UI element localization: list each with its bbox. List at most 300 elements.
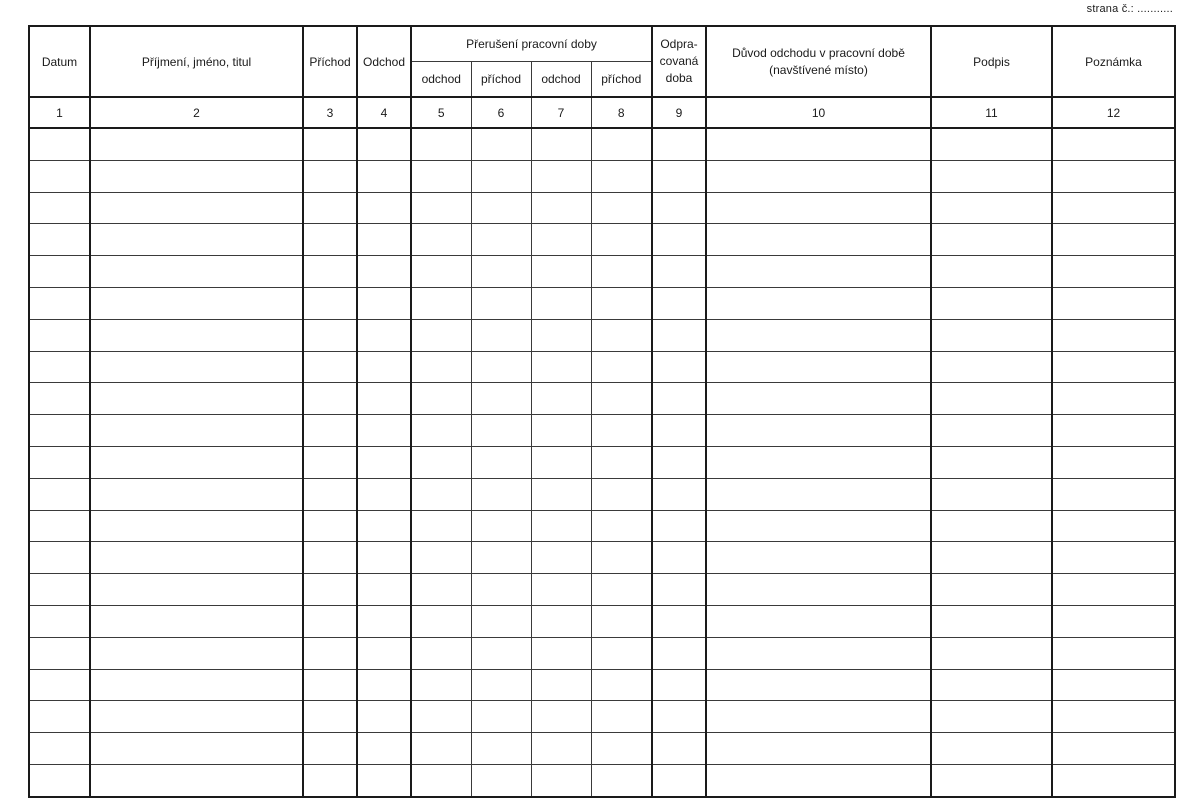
table-cell[interactable] <box>411 637 471 669</box>
table-cell[interactable] <box>29 701 90 733</box>
table-cell[interactable] <box>652 383 706 415</box>
table-cell[interactable] <box>1052 574 1175 606</box>
table-cell[interactable] <box>531 542 591 574</box>
column-number: 2 <box>90 97 303 128</box>
table-cell[interactable] <box>411 574 471 606</box>
table-cell[interactable] <box>411 319 471 351</box>
column-number: 3 <box>303 97 357 128</box>
table-cell[interactable] <box>90 542 303 574</box>
table-cell[interactable] <box>90 288 303 320</box>
table-cell[interactable] <box>29 574 90 606</box>
table-cell[interactable] <box>931 542 1052 574</box>
table-row <box>29 351 1175 383</box>
table-cell[interactable] <box>931 383 1052 415</box>
table-cell[interactable] <box>1052 256 1175 288</box>
table-cell[interactable] <box>90 224 303 256</box>
table-cell[interactable] <box>471 701 531 733</box>
table-cell[interactable] <box>931 160 1052 192</box>
table-cell[interactable] <box>531 510 591 542</box>
table-cell[interactable] <box>1052 637 1175 669</box>
table-cell[interactable] <box>931 764 1052 797</box>
table-cell[interactable] <box>706 160 931 192</box>
table-cell[interactable] <box>303 160 357 192</box>
table-cell[interactable] <box>652 319 706 351</box>
table-cell[interactable] <box>531 288 591 320</box>
table-cell[interactable] <box>706 701 931 733</box>
column-number: 11 <box>931 97 1052 128</box>
table-cell[interactable] <box>1052 128 1175 160</box>
table-row <box>29 764 1175 797</box>
table-cell[interactable] <box>357 192 411 224</box>
header-worked-line-1: Odpra- <box>660 37 698 51</box>
table-cell[interactable] <box>29 224 90 256</box>
table-cell[interactable] <box>303 701 357 733</box>
table-cell[interactable] <box>471 478 531 510</box>
table-cell[interactable] <box>90 764 303 797</box>
table-cell[interactable] <box>1052 733 1175 765</box>
table-cell[interactable] <box>706 351 931 383</box>
table-cell[interactable] <box>357 319 411 351</box>
table-cell[interactable] <box>357 510 411 542</box>
table-cell[interactable] <box>931 478 1052 510</box>
table-cell[interactable] <box>357 764 411 797</box>
table-cell[interactable] <box>652 669 706 701</box>
table-cell[interactable] <box>411 351 471 383</box>
table-cell[interactable] <box>706 669 931 701</box>
table-cell[interactable] <box>471 192 531 224</box>
table-cell[interactable] <box>303 415 357 447</box>
table-cell[interactable] <box>357 224 411 256</box>
column-number: 12 <box>1052 97 1175 128</box>
table-cell[interactable] <box>652 510 706 542</box>
table-cell[interactable] <box>411 542 471 574</box>
table-cell[interactable] <box>29 128 90 160</box>
column-number: 7 <box>531 97 591 128</box>
table-cell[interactable] <box>931 637 1052 669</box>
table-cell[interactable] <box>652 733 706 765</box>
table-cell[interactable] <box>29 256 90 288</box>
table-cell[interactable] <box>1052 605 1175 637</box>
header-worked-line-3: doba <box>665 71 693 85</box>
table-cell[interactable] <box>706 224 931 256</box>
table-cell[interactable] <box>357 351 411 383</box>
table-row <box>29 574 1175 606</box>
table-cell[interactable] <box>531 160 591 192</box>
table-cell[interactable] <box>531 128 591 160</box>
table-cell[interactable] <box>29 446 90 478</box>
table-cell[interactable] <box>90 574 303 606</box>
table-cell[interactable] <box>90 478 303 510</box>
table-cell[interactable] <box>652 478 706 510</box>
table-cell[interactable] <box>531 446 591 478</box>
table-cell[interactable] <box>531 415 591 447</box>
table-cell[interactable] <box>531 669 591 701</box>
table-cell[interactable] <box>29 160 90 192</box>
table-cell[interactable] <box>591 669 652 701</box>
table-cell[interactable] <box>931 128 1052 160</box>
table-cell[interactable] <box>411 510 471 542</box>
table-row <box>29 542 1175 574</box>
table-cell[interactable] <box>303 733 357 765</box>
table-cell[interactable] <box>1052 351 1175 383</box>
table-cell[interactable] <box>591 128 652 160</box>
table-cell[interactable] <box>411 224 471 256</box>
table-cell[interactable] <box>357 542 411 574</box>
table-cell[interactable] <box>411 669 471 701</box>
table-cell[interactable] <box>471 669 531 701</box>
table-cell[interactable] <box>303 224 357 256</box>
table-cell[interactable] <box>531 351 591 383</box>
table-cell[interactable] <box>303 351 357 383</box>
table-cell[interactable] <box>29 383 90 415</box>
table-cell[interactable] <box>471 415 531 447</box>
table-cell[interactable] <box>591 383 652 415</box>
table-cell[interactable] <box>591 160 652 192</box>
attendance-form-table <box>28 25 1176 798</box>
table-cell[interactable] <box>1052 669 1175 701</box>
table-cell[interactable] <box>411 446 471 478</box>
table-cell[interactable] <box>90 128 303 160</box>
table-cell[interactable] <box>591 446 652 478</box>
table-cell[interactable] <box>471 160 531 192</box>
table-cell[interactable] <box>357 160 411 192</box>
table-cell[interactable] <box>357 128 411 160</box>
table-cell[interactable] <box>29 669 90 701</box>
table-cell[interactable] <box>357 701 411 733</box>
table-cell[interactable] <box>591 542 652 574</box>
table-cell[interactable] <box>471 446 531 478</box>
table-row <box>29 478 1175 510</box>
table-cell[interactable] <box>357 733 411 765</box>
table-cell[interactable] <box>591 351 652 383</box>
table-cell[interactable] <box>591 637 652 669</box>
table-cell[interactable] <box>706 319 931 351</box>
table-cell[interactable] <box>357 637 411 669</box>
table-cell[interactable] <box>411 128 471 160</box>
table-cell[interactable] <box>29 764 90 797</box>
header-reason-line-2: (navštívené místo) <box>769 62 868 77</box>
table-cell[interactable] <box>706 605 931 637</box>
table-cell[interactable] <box>706 478 931 510</box>
table-cell[interactable] <box>411 192 471 224</box>
header-poznamka: Poznámka <box>1052 26 1175 97</box>
table-cell[interactable] <box>303 542 357 574</box>
table-cell[interactable] <box>29 637 90 669</box>
table-row <box>29 446 1175 478</box>
table-cell[interactable] <box>652 415 706 447</box>
table-cell[interactable] <box>531 383 591 415</box>
table-cell[interactable] <box>652 224 706 256</box>
table-cell[interactable] <box>1052 383 1175 415</box>
table-cell[interactable] <box>411 733 471 765</box>
table-cell[interactable] <box>931 224 1052 256</box>
table-cell[interactable] <box>303 128 357 160</box>
table-cell[interactable] <box>90 319 303 351</box>
table-cell[interactable] <box>931 288 1052 320</box>
table-row <box>29 510 1175 542</box>
table-cell[interactable] <box>931 351 1052 383</box>
table-cell[interactable] <box>706 192 931 224</box>
table-cell[interactable] <box>931 319 1052 351</box>
table-cell[interactable] <box>706 128 931 160</box>
table-cell[interactable] <box>29 478 90 510</box>
table-cell[interactable] <box>652 637 706 669</box>
table-cell[interactable] <box>357 669 411 701</box>
table-cell[interactable] <box>706 574 931 606</box>
table-cell[interactable] <box>29 351 90 383</box>
table-cell[interactable] <box>931 415 1052 447</box>
table-cell[interactable] <box>303 669 357 701</box>
table-row <box>29 160 1175 192</box>
table-cell[interactable] <box>357 288 411 320</box>
table-cell[interactable] <box>29 319 90 351</box>
table-cell[interactable] <box>531 319 591 351</box>
table-row <box>29 669 1175 701</box>
table-cell[interactable] <box>652 288 706 320</box>
table-cell[interactable] <box>303 256 357 288</box>
table-cell[interactable] <box>706 256 931 288</box>
header-int-prichod-1: příchod <box>471 62 531 98</box>
table-cell[interactable] <box>90 351 303 383</box>
header-int-prichod-2: příchod <box>591 62 652 98</box>
header-name: Příjmení, jméno, titul <box>90 26 303 97</box>
table-cell[interactable] <box>29 510 90 542</box>
table-cell[interactable] <box>411 160 471 192</box>
table-cell[interactable] <box>303 478 357 510</box>
table-cell[interactable] <box>1052 288 1175 320</box>
table-cell[interactable] <box>652 574 706 606</box>
table-cell[interactable] <box>591 701 652 733</box>
table-cell[interactable] <box>591 574 652 606</box>
table-cell[interactable] <box>706 415 931 447</box>
table-cell[interactable] <box>471 733 531 765</box>
table-cell[interactable] <box>357 256 411 288</box>
table-cell[interactable] <box>471 542 531 574</box>
table-cell[interactable] <box>1052 415 1175 447</box>
table-cell[interactable] <box>706 637 931 669</box>
table-cell[interactable] <box>652 542 706 574</box>
table-cell[interactable] <box>471 637 531 669</box>
table-cell[interactable] <box>706 733 931 765</box>
header-prichod: Příchod <box>303 26 357 97</box>
table-cell[interactable] <box>90 383 303 415</box>
table-cell[interactable] <box>931 256 1052 288</box>
table-cell[interactable] <box>471 510 531 542</box>
table-cell[interactable] <box>29 192 90 224</box>
table-cell[interactable] <box>531 605 591 637</box>
table-cell[interactable] <box>303 605 357 637</box>
table-cell[interactable] <box>1052 224 1175 256</box>
column-number-row <box>29 97 1175 128</box>
table-cell[interactable] <box>531 256 591 288</box>
table-cell[interactable] <box>411 415 471 447</box>
table-cell[interactable] <box>531 733 591 765</box>
table-cell[interactable] <box>303 192 357 224</box>
table-cell[interactable] <box>1052 542 1175 574</box>
table-row <box>29 415 1175 447</box>
table-cell[interactable] <box>303 383 357 415</box>
table-cell[interactable] <box>357 574 411 606</box>
table-cell[interactable] <box>591 256 652 288</box>
column-number: 4 <box>357 97 411 128</box>
table-cell[interactable] <box>411 288 471 320</box>
table-cell[interactable] <box>931 510 1052 542</box>
header-int-odchod-1: odchod <box>411 62 471 98</box>
table-cell[interactable] <box>591 733 652 765</box>
table-cell[interactable] <box>706 383 931 415</box>
header-podpis: Podpis <box>931 26 1052 97</box>
table-cell[interactable] <box>471 351 531 383</box>
table-cell[interactable] <box>357 478 411 510</box>
table-row <box>29 383 1175 415</box>
table-cell[interactable] <box>531 764 591 797</box>
table-cell[interactable] <box>471 256 531 288</box>
table-cell[interactable] <box>1052 319 1175 351</box>
header-interruption: Přerušení pracovní doby <box>411 26 652 62</box>
table-cell[interactable] <box>471 319 531 351</box>
table-cell[interactable] <box>471 605 531 637</box>
table-cell[interactable] <box>931 701 1052 733</box>
table-cell[interactable] <box>357 383 411 415</box>
table-cell[interactable] <box>531 637 591 669</box>
table-cell[interactable] <box>90 415 303 447</box>
table-cell[interactable] <box>29 542 90 574</box>
table-cell[interactable] <box>357 446 411 478</box>
table-cell[interactable] <box>303 319 357 351</box>
table-cell[interactable] <box>90 510 303 542</box>
table-cell[interactable] <box>706 510 931 542</box>
table-cell[interactable] <box>652 605 706 637</box>
table-cell[interactable] <box>706 764 931 797</box>
table-cell[interactable] <box>931 669 1052 701</box>
table-cell[interactable] <box>706 542 931 574</box>
column-number: 9 <box>652 97 706 128</box>
table-cell[interactable] <box>411 478 471 510</box>
table-cell[interactable] <box>652 764 706 797</box>
table-cell[interactable] <box>531 224 591 256</box>
table-cell[interactable] <box>531 478 591 510</box>
column-number: 1 <box>29 97 90 128</box>
table-cell[interactable] <box>931 574 1052 606</box>
table-cell[interactable] <box>706 288 931 320</box>
table-cell[interactable] <box>591 192 652 224</box>
table-cell[interactable] <box>411 701 471 733</box>
table-cell[interactable] <box>652 256 706 288</box>
table-cell[interactable] <box>29 415 90 447</box>
header-row-top <box>29 26 1175 62</box>
table-cell[interactable] <box>411 764 471 797</box>
table-cell[interactable] <box>1052 446 1175 478</box>
table-cell[interactable] <box>471 128 531 160</box>
table-cell[interactable] <box>931 192 1052 224</box>
table-cell[interactable] <box>357 605 411 637</box>
table-row <box>29 701 1175 733</box>
header-int-odchod-2: odchod <box>531 62 591 98</box>
table-cell[interactable] <box>652 701 706 733</box>
table-cell[interactable] <box>591 415 652 447</box>
table-cell[interactable] <box>652 160 706 192</box>
header-reason <box>706 26 931 97</box>
table-cell[interactable] <box>90 669 303 701</box>
table-cell[interactable] <box>591 319 652 351</box>
table-cell[interactable] <box>706 446 931 478</box>
table-row <box>29 288 1175 320</box>
column-number: 6 <box>471 97 531 128</box>
table-cell[interactable] <box>931 605 1052 637</box>
table-cell[interactable] <box>411 256 471 288</box>
table-cell[interactable] <box>1052 478 1175 510</box>
table-cell[interactable] <box>411 383 471 415</box>
table-cell[interactable] <box>652 192 706 224</box>
table-row <box>29 192 1175 224</box>
table-cell[interactable] <box>90 605 303 637</box>
table-cell[interactable] <box>591 605 652 637</box>
table-cell[interactable] <box>303 637 357 669</box>
header-odchod: Odchod <box>357 26 411 97</box>
table-cell[interactable] <box>591 478 652 510</box>
table-row <box>29 128 1175 160</box>
table-cell[interactable] <box>1052 764 1175 797</box>
table-cell[interactable] <box>357 415 411 447</box>
column-number: 5 <box>411 97 471 128</box>
table-cell[interactable] <box>591 764 652 797</box>
table-cell[interactable] <box>303 288 357 320</box>
table-cell[interactable] <box>1052 701 1175 733</box>
table-row <box>29 224 1175 256</box>
table-cell[interactable] <box>931 733 1052 765</box>
table-cell[interactable] <box>471 383 531 415</box>
table-cell[interactable] <box>90 637 303 669</box>
table-cell[interactable] <box>90 446 303 478</box>
table-cell[interactable] <box>531 574 591 606</box>
table-cell[interactable] <box>1052 160 1175 192</box>
table-cell[interactable] <box>931 446 1052 478</box>
table-cell[interactable] <box>411 605 471 637</box>
table-cell[interactable] <box>591 288 652 320</box>
table-cell[interactable] <box>471 288 531 320</box>
table-cell[interactable] <box>29 288 90 320</box>
table-cell[interactable] <box>652 446 706 478</box>
table-cell[interactable] <box>303 510 357 542</box>
table-cell[interactable] <box>531 192 591 224</box>
table-cell[interactable] <box>652 128 706 160</box>
table-cell[interactable] <box>303 446 357 478</box>
table-cell[interactable] <box>591 224 652 256</box>
table-cell[interactable] <box>90 733 303 765</box>
table-cell[interactable] <box>90 192 303 224</box>
table-cell[interactable] <box>591 510 652 542</box>
table-cell[interactable] <box>303 574 357 606</box>
header-datum: Datum <box>29 26 90 97</box>
table-cell[interactable] <box>471 764 531 797</box>
header-worked-time <box>652 26 706 97</box>
table-cell[interactable] <box>471 224 531 256</box>
table-cell[interactable] <box>471 574 531 606</box>
table-cell[interactable] <box>531 701 591 733</box>
table-row <box>29 256 1175 288</box>
table-row <box>29 637 1175 669</box>
table-cell[interactable] <box>90 701 303 733</box>
table-cell[interactable] <box>303 764 357 797</box>
table-row <box>29 319 1175 351</box>
table-cell[interactable] <box>29 733 90 765</box>
table-cell[interactable] <box>29 605 90 637</box>
table-cell[interactable] <box>90 160 303 192</box>
table-cell[interactable] <box>90 256 303 288</box>
table-cell[interactable] <box>652 351 706 383</box>
table-cell[interactable] <box>1052 192 1175 224</box>
table-cell[interactable] <box>1052 510 1175 542</box>
